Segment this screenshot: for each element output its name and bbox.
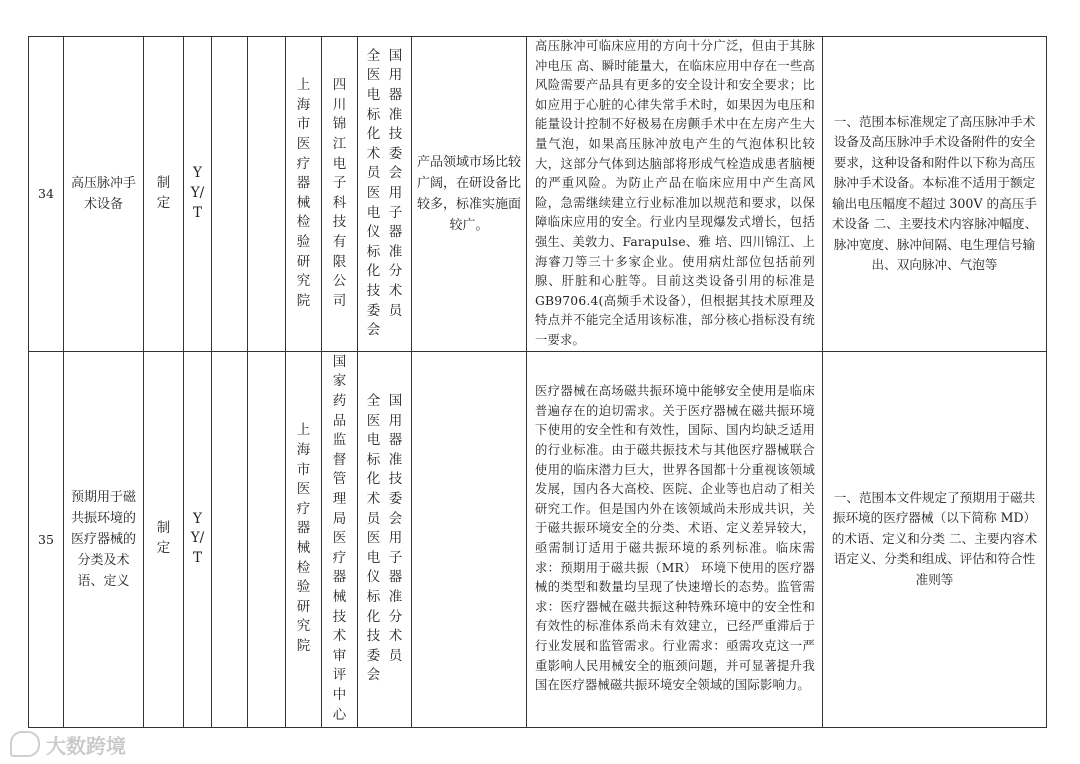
participating-company: 四川锦江电子科技有限公司	[322, 37, 358, 352]
lead-organization: 上海市医疗器械检验研究院	[286, 37, 322, 352]
project-type: 制定	[144, 351, 184, 727]
scope-description: 一、范围本文件规定了预期用于磁共振环境的医疗器械（以下简称 MD）的术语、定义和分类 二、主要内容术语定义、分类和组成、评估和符合性准则等	[823, 351, 1047, 727]
chat-bubble-icon	[10, 731, 40, 757]
standards-table	[28, 36, 1047, 728]
scope-description: 一、范围本标准规定了高压脉冲手术设备及高压脉冲手术设备附件的安全要求，这种设备和附件以下称为高压脉冲手术设备。本标准不适用于额定输出电压幅度不超过 300V 的高压手术设备 二、主要技术内容脉冲幅度、脉冲宽度、脉冲间隔、电生理信号输出、双向脉冲、气泡等	[823, 37, 1047, 352]
market-description	[412, 351, 527, 727]
project-name: 高压脉冲手术设备	[64, 37, 144, 352]
empty-cell	[248, 37, 286, 352]
empty-cell	[212, 351, 248, 727]
watermark-text: 大数跨境	[46, 733, 126, 758]
lead-organization: 上海市医疗器械检验研究院	[286, 351, 322, 727]
necessity-description: 医疗器械在高场磁共振环境中能够安全使用是临床普遍存在的迫切需求。关于医疗器械在磁共振环境下使用的安全性和有效性，国际、国内均缺乏适用的行业标准。由于磁共振技术与其他医疗器械联合使用的临床潜力巨大，世界各国都十分重视该领域发展，国内各大高校、医院、企业等也启动了相关研究工作。但是国内外在该领域尚未形成共识，关于磁共振环境安全的分类、术语、定义差异较大，亟需制订适用于磁共振环境的系列标准。临床需求：预期用于磁共振（MR） 环境下使用的医疗器械的类型和数量均呈现了快速增长的态势。监管需求：医疗器械在磁共振这种特殊环境中的安全性和有效性的标准体系尚未有效建立，已经严重滞后于行业发展和监管需求。行业需求：亟需攻克这一严重影响人民用械安全的瓶颈问题，并可显著提升我国在医疗器械磁共振环境安全领域的国际影响力。	[527, 351, 823, 727]
necessity-description: 高压脉冲可临床应用的方向十分广泛，但由于其脉冲电压 高、瞬时能量大，在临床应用中存在一些高风险需要产品具有更多的安全设计和安全要求；比如应用于心脏的心律失常手术时，如果因为电压和能量设计控制不好极易在房颤手术中在左房产生大量气泡，如果高压脉冲放电产生的气泡体积比较大，这部分气体到达脑部将形成气栓造成患者脑梗的严重风险。为防止产品在临床应用中产生高风险，急需继续建立行业标准加以规范和要求，以保障临床应用的安全。行业内呈现爆发式增长，包括强生、美敦力、Farapulse、雅 培、四川锦江、上海睿刀等三十多家企业。使用病灶部位包括前列腺、肝脏和心脏等。目前这类设备引用的标准是GB9706.4(高频手术设备），但根据其技术原理及特点并不能完全适用该标准，部分核心指标没有统一要求。	[527, 37, 823, 352]
table-row	[29, 37, 1047, 352]
row-number: 34	[29, 37, 64, 352]
market-description: 产品领域市场比较广阔，在研设备比较多，标准实施面较广。	[412, 37, 527, 352]
project-type: 制定	[144, 37, 184, 352]
empty-cell	[248, 351, 286, 727]
technical-committee: 全医电标化术员医电仪标化技委会 国用器准技委会用子器准分术员	[358, 351, 412, 727]
project-name: 预期用于磁共振环境的医疗器械的分类及术语、定义	[64, 351, 144, 727]
standard-level: YY/T	[184, 351, 212, 727]
participating-company: 国家药品监督管理局医疗器械技术审评中心	[322, 351, 358, 727]
technical-committee: 全医电标化术员医电仪标化技委会 国用器准技委会用子器准分术员	[358, 37, 412, 352]
watermark	[10, 732, 126, 756]
row-number: 35	[29, 351, 64, 727]
empty-cell	[212, 37, 248, 352]
standard-level: YY/T	[184, 37, 212, 352]
table-row	[29, 351, 1047, 727]
